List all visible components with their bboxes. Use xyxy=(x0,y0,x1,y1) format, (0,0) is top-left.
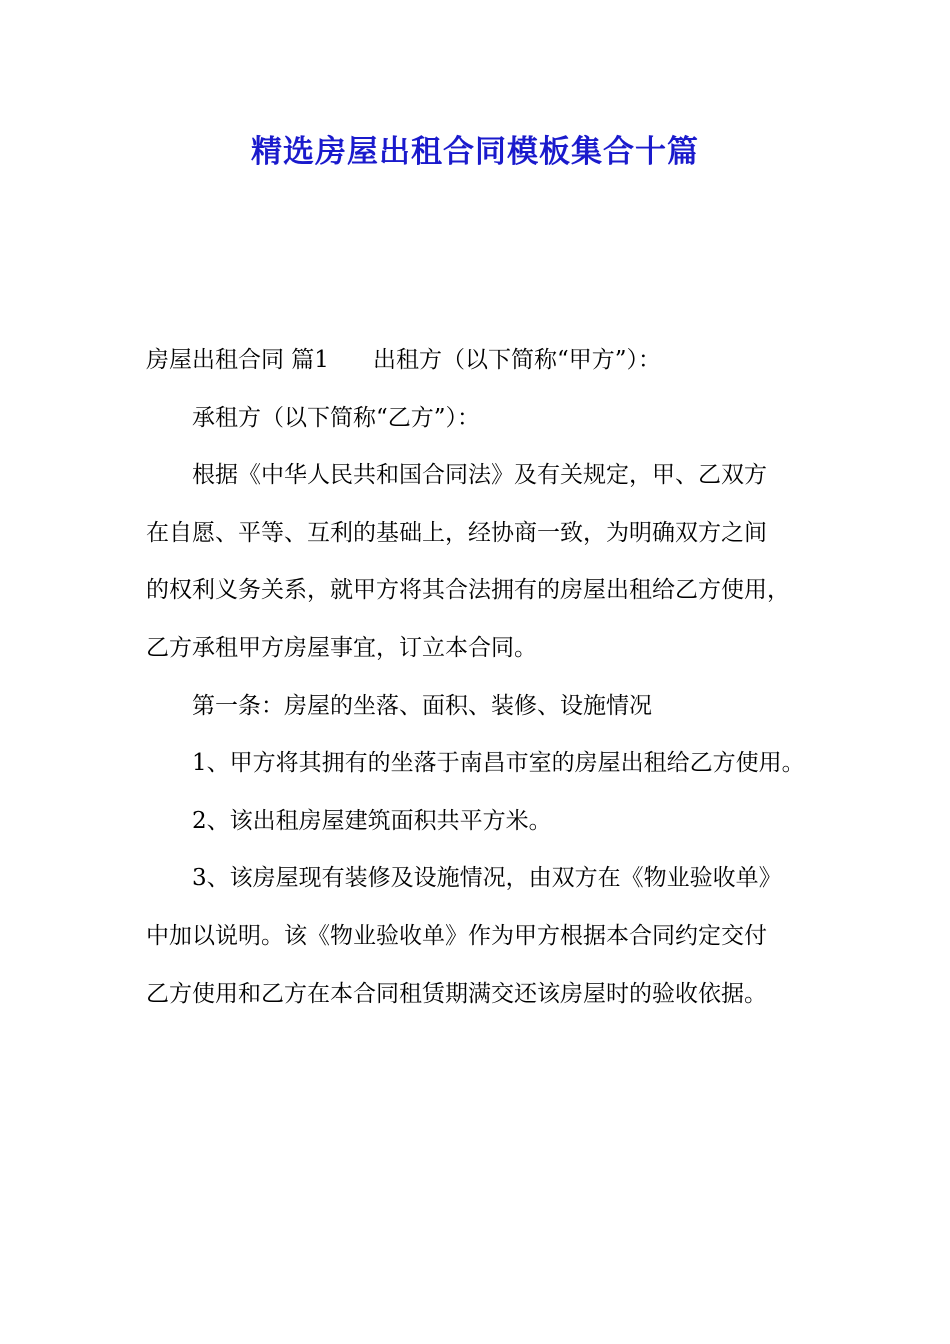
document-body xyxy=(146,332,836,1023)
article-heading: 第一条：房屋的坐落、面积、装修、设施情况 xyxy=(192,692,652,719)
document-title: 精选房屋出租合同模板集合十篇 xyxy=(251,134,699,170)
paragraph-line: 1、甲方将其拥有的坐落于南昌市室的房屋出租给乙方使用。 xyxy=(192,750,805,777)
paragraph-line: 3、该房屋现有装修及设施情况，由双方在《物业验收单》 xyxy=(192,865,782,892)
paragraph-line: 中加以说明。该《物业验收单》作为甲方根据本合同约定交付 xyxy=(146,922,767,949)
paragraph-line: 在自愿、平等、互利的基础上，经协商一致，为明确双方之间 xyxy=(146,519,767,546)
paragraph-line: 承租方（以下简称“乙方”）： xyxy=(192,404,481,431)
lessor-line: 出租方（以下简称“甲方”）： xyxy=(372,347,661,373)
section-label: 房屋出租合同 篇1 xyxy=(146,347,329,373)
paragraph-line: 乙方使用和乙方在本合同租赁期满交还该房屋时的验收依据。 xyxy=(146,980,767,1007)
paragraph-line: 2、该出租房屋建筑面积共平方米。 xyxy=(192,807,552,834)
paragraph-line: 乙方承租甲方房屋事宜，订立本合同。 xyxy=(146,634,537,661)
paragraph-line: 的权利义务关系，就甲方将其合法拥有的房屋出租给乙方使用， xyxy=(146,577,790,604)
paragraph-line: 根据《中华人民共和国合同法》及有关规定，甲、乙双方 xyxy=(192,462,767,489)
paragraph-line xyxy=(146,332,836,390)
